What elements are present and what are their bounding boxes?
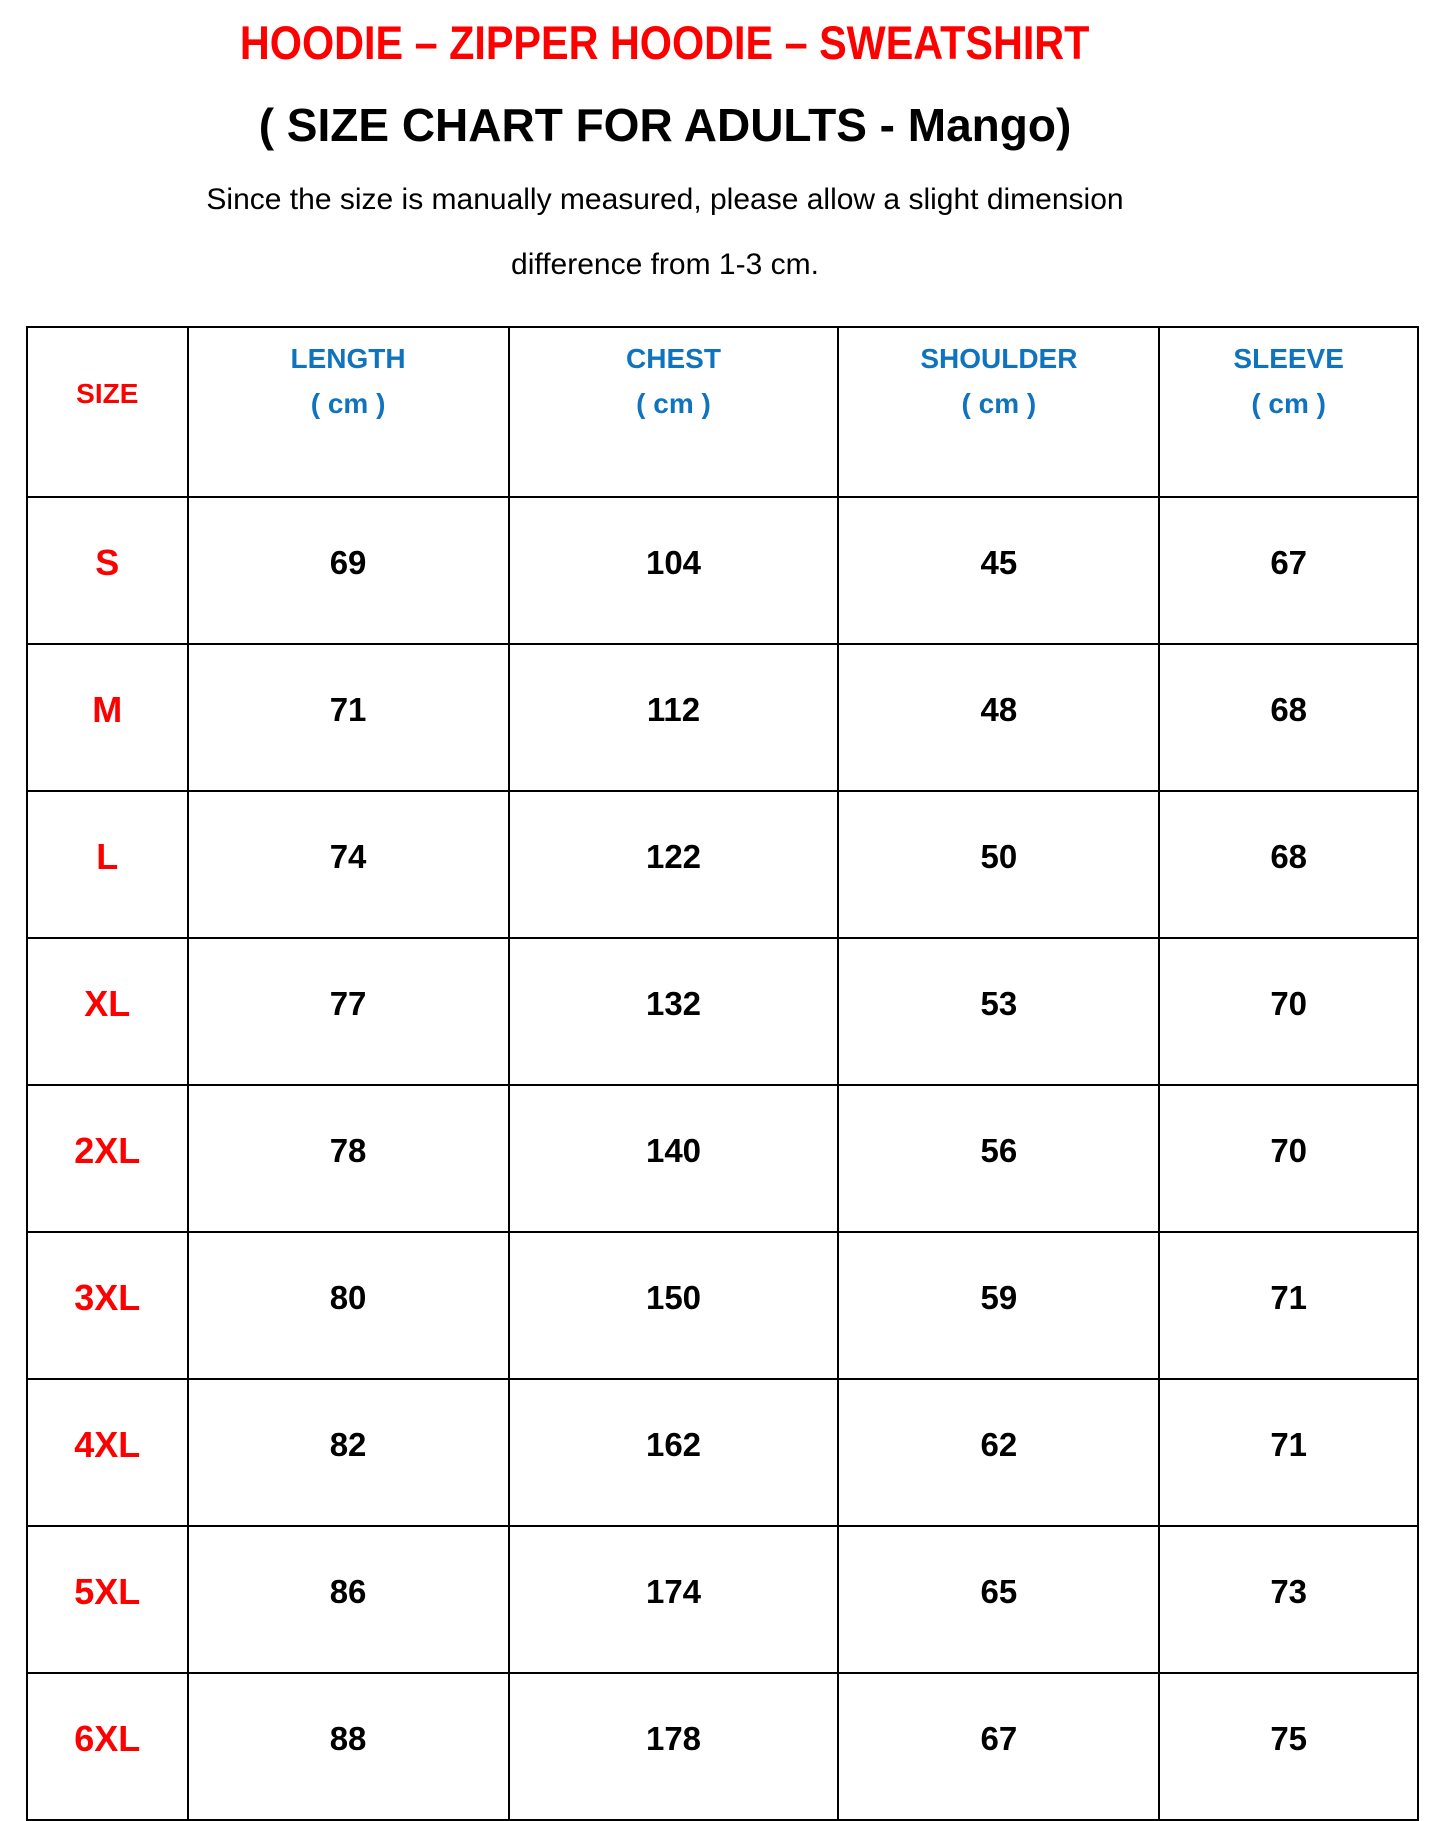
table-row-5xl xyxy=(27,1526,1418,1673)
size-table xyxy=(26,326,1419,1821)
column-label: SHOULDER xyxy=(920,343,1078,374)
page-header xyxy=(0,16,1330,281)
shoulder-cell: 50 xyxy=(838,791,1159,938)
table-row-xl xyxy=(27,938,1418,1085)
table-row-s xyxy=(27,497,1418,644)
length-cell: 86 xyxy=(188,1526,509,1673)
chest-cell: 104 xyxy=(509,497,839,644)
sleeve-cell: 71 xyxy=(1159,1232,1418,1379)
length-cell: 80 xyxy=(188,1232,509,1379)
note-line-2: difference from 1-3 cm. xyxy=(511,248,819,281)
length-cell: 69 xyxy=(188,497,509,644)
length-cell: 74 xyxy=(188,791,509,938)
length-cell: 88 xyxy=(188,1673,509,1820)
sleeve-cell: 71 xyxy=(1159,1379,1418,1526)
table-row-m xyxy=(27,644,1418,791)
sleeve-cell: 73 xyxy=(1159,1526,1418,1673)
table-row-l xyxy=(27,791,1418,938)
sleeve-cell: 68 xyxy=(1159,644,1418,791)
chest-cell: 150 xyxy=(509,1232,839,1379)
length-column-header xyxy=(188,327,509,497)
sleeve-cell: 75 xyxy=(1159,1673,1418,1820)
length-cell: 78 xyxy=(188,1085,509,1232)
chest-cell: 178 xyxy=(509,1673,839,1820)
size-cell: 3XL xyxy=(27,1232,188,1379)
chest-cell: 112 xyxy=(509,644,839,791)
chest-cell: 122 xyxy=(509,791,839,938)
page-title-text: HOODIE – ZIPPER HOODIE – SWEATSHIRT xyxy=(240,16,1090,69)
note-line-1: Since the size is manually measured, please allow a slight dimension xyxy=(206,183,1124,216)
sleeve-column-header xyxy=(1159,327,1418,497)
size-cell: 6XL xyxy=(27,1673,188,1820)
column-unit: ( cm ) xyxy=(1251,388,1327,419)
chest-cell: 140 xyxy=(509,1085,839,1232)
column-unit: ( cm ) xyxy=(310,388,386,419)
sleeve-cell: 70 xyxy=(1159,938,1418,1085)
chest-cell: 162 xyxy=(509,1379,839,1526)
shoulder-cell: 59 xyxy=(838,1232,1159,1379)
column-label: LENGTH xyxy=(290,343,406,374)
size-chart-page xyxy=(0,16,1445,1759)
size-column-header: SIZE xyxy=(27,327,188,497)
size-cell: M xyxy=(27,644,188,791)
table-header-row xyxy=(27,327,1418,497)
length-cell: 77 xyxy=(188,938,509,1085)
table-row-2xl xyxy=(27,1085,1418,1232)
page-title xyxy=(0,16,1330,70)
size-cell: 5XL xyxy=(27,1526,188,1673)
shoulder-cell: 65 xyxy=(838,1526,1159,1673)
column-unit: ( cm ) xyxy=(636,388,711,419)
shoulder-cell: 56 xyxy=(838,1085,1159,1232)
size-cell: L xyxy=(27,791,188,938)
shoulder-cell: 53 xyxy=(838,938,1159,1085)
length-cell: 71 xyxy=(188,644,509,791)
chest-column-header xyxy=(509,327,839,497)
size-cell: 2XL xyxy=(27,1085,188,1232)
shoulder-cell: 62 xyxy=(838,1379,1159,1526)
size-cell: XL xyxy=(27,938,188,1085)
column-unit: ( cm ) xyxy=(961,388,1037,419)
page-subtitle: ( SIZE CHART FOR ADULTS - Mango) xyxy=(258,99,1072,151)
table-row-6xl xyxy=(27,1673,1418,1820)
shoulder-cell: 67 xyxy=(838,1673,1159,1820)
sleeve-cell: 67 xyxy=(1159,497,1418,644)
column-label: CHEST xyxy=(626,343,721,374)
shoulder-cell: 48 xyxy=(838,644,1159,791)
size-cell: S xyxy=(27,497,188,644)
sleeve-cell: 70 xyxy=(1159,1085,1418,1232)
shoulder-column-header xyxy=(838,327,1159,497)
sleeve-cell: 68 xyxy=(1159,791,1418,938)
measurement-note xyxy=(0,184,1330,281)
shoulder-cell: 45 xyxy=(838,497,1159,644)
table-row-3xl xyxy=(27,1232,1418,1379)
table-row-4xl xyxy=(27,1379,1418,1526)
size-cell: 4XL xyxy=(27,1379,188,1526)
chest-cell: 174 xyxy=(509,1526,839,1673)
column-label: SLEEVE xyxy=(1233,343,1344,374)
chest-cell: 132 xyxy=(509,938,839,1085)
length-cell: 82 xyxy=(188,1379,509,1526)
